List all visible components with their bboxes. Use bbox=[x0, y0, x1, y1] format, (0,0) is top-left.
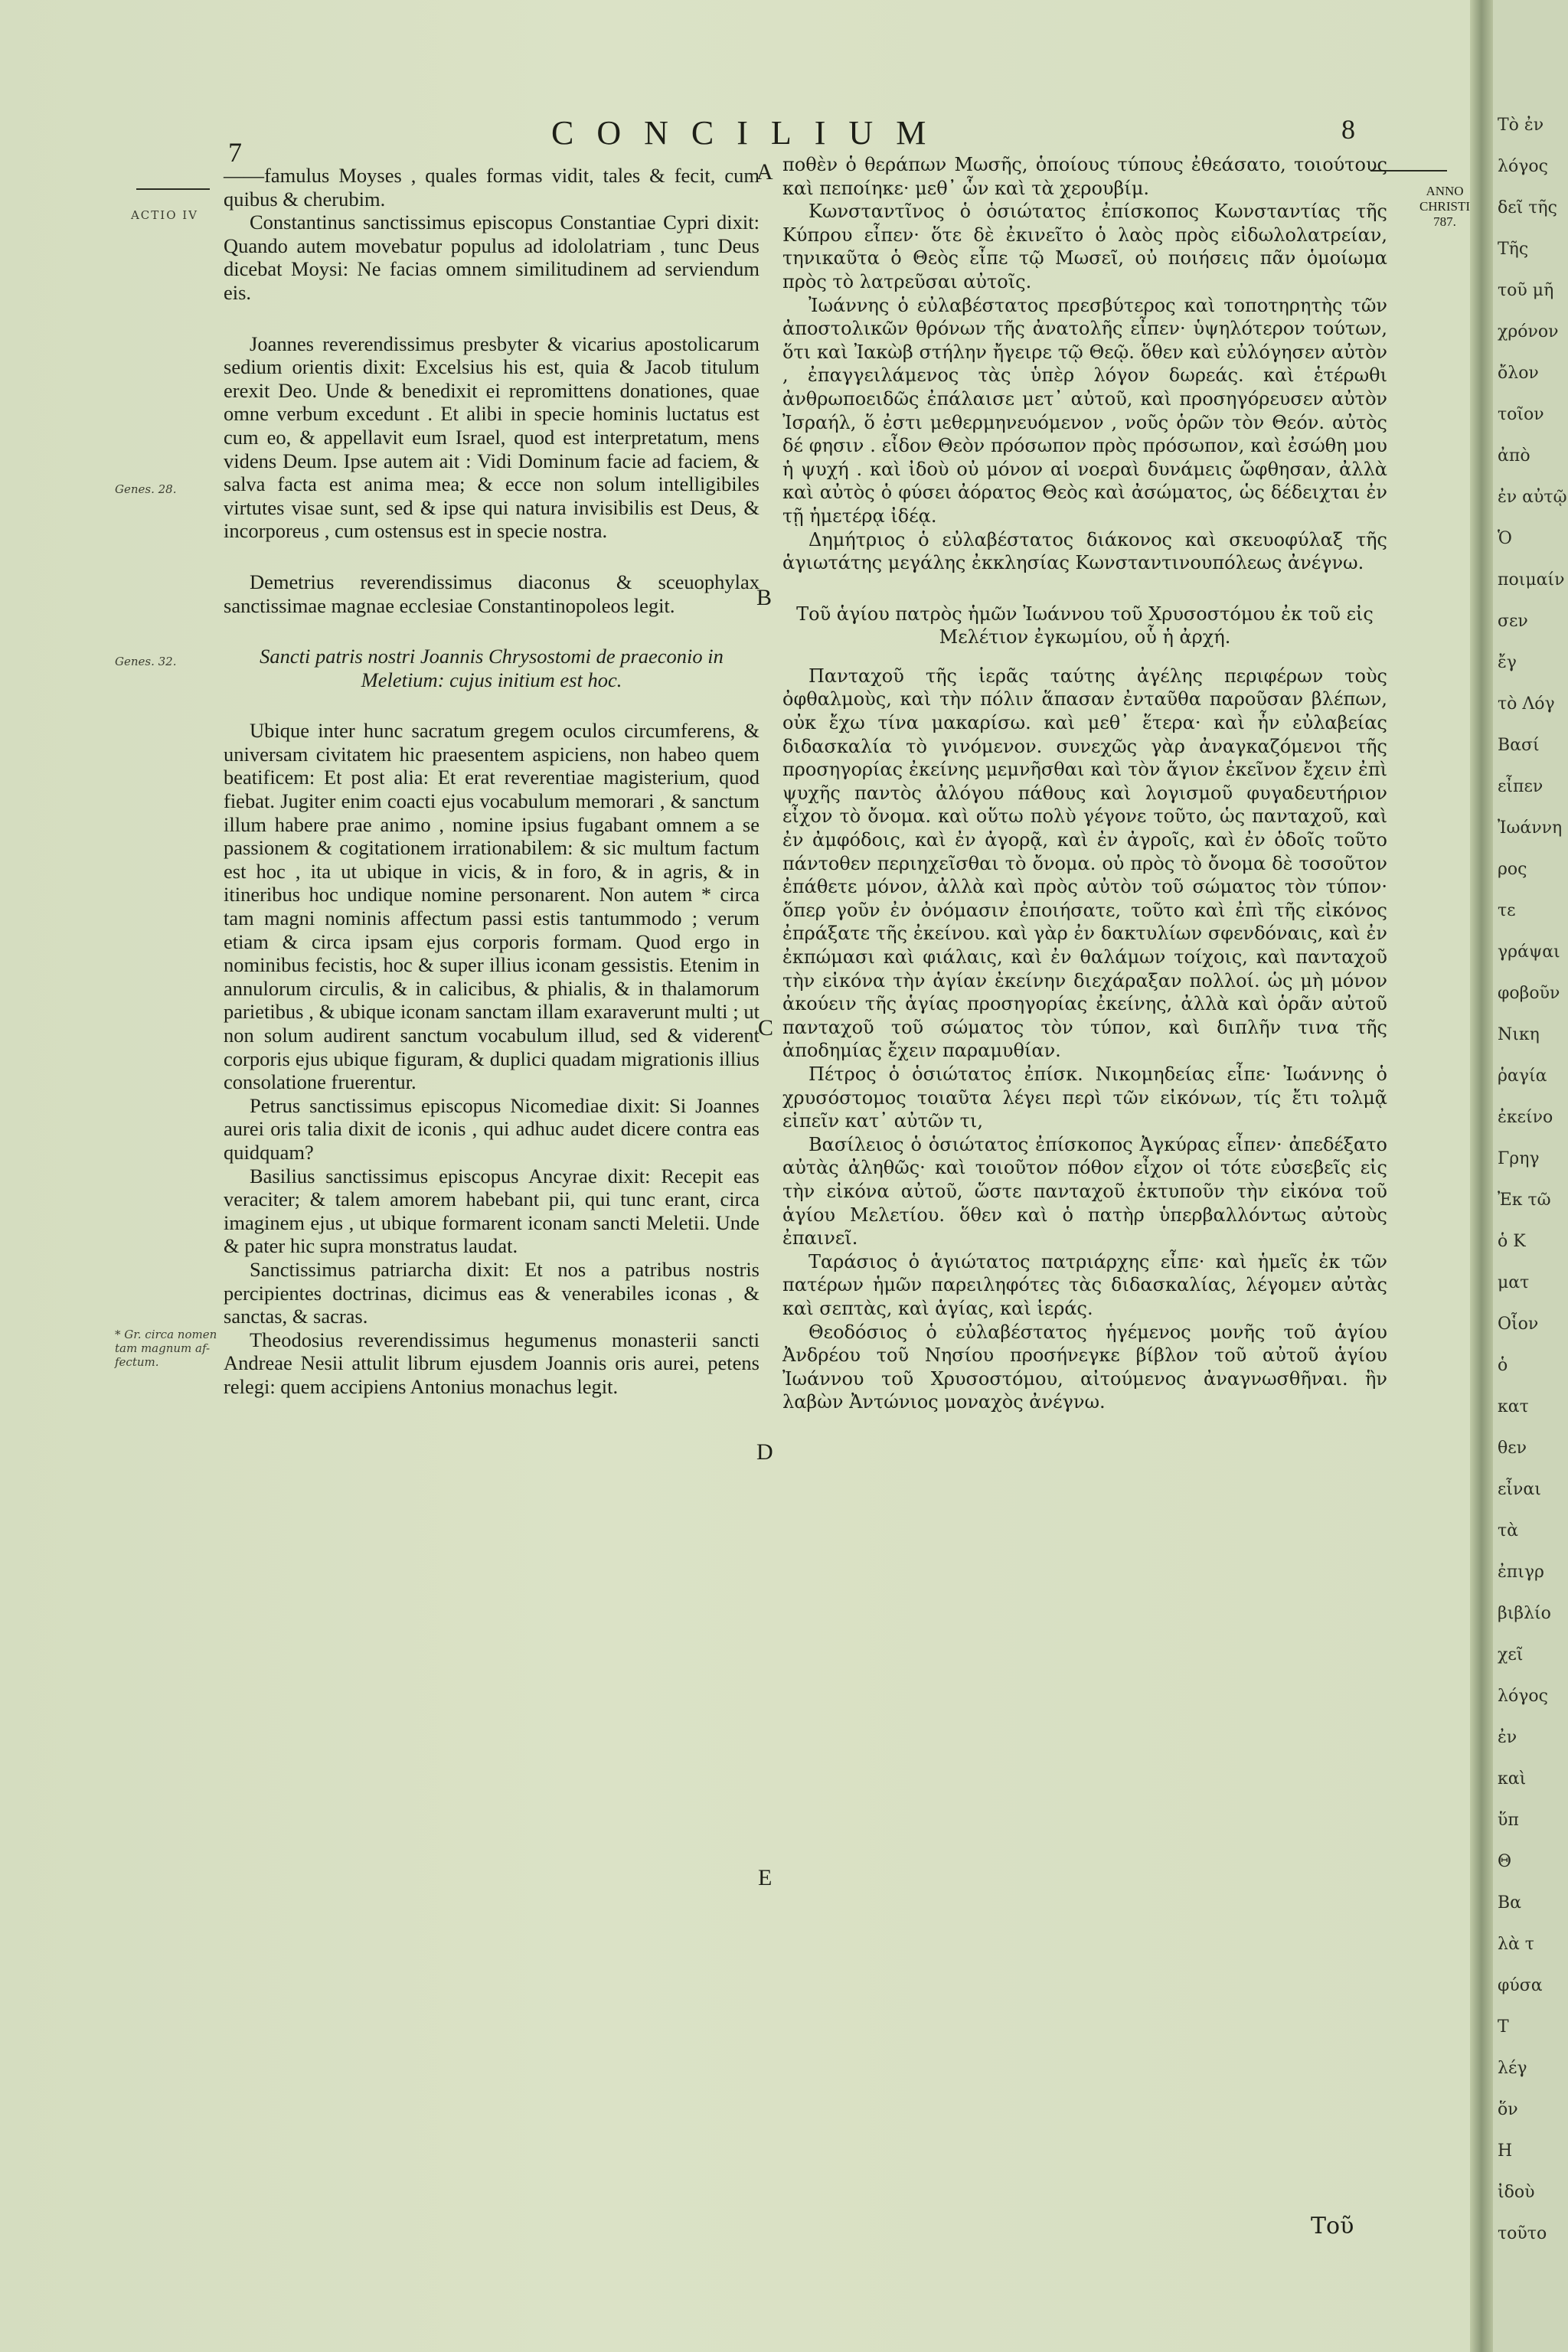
greek-paragraph-2: Κωνσταντῖνος ὁ ὁσιώτατος ἐπίσκοπος Κωνσταντίας τῆς Κύπρου εἶπεν· ὅτε δὲ ἐκινεῖτο ὁ λαὸς πρὸς εἰδωλολατρείαν, τηνικαῦτα ὁ Θεὸς εἶπε τῷ Μωσεῖ, οὐ ποιήσεις πᾶν ὁμοίωμα πρὸς τὸ λατρεῦσαι αὐτοῖς. bbox=[782, 201, 1387, 292]
next-page-fragment: φύσα bbox=[1498, 1976, 1543, 1995]
next-page-fragment: ῥαγία bbox=[1498, 1067, 1547, 1086]
next-page-fragment: γράψαι bbox=[1498, 942, 1560, 962]
next-page-fragment: Βα bbox=[1498, 1893, 1522, 1913]
next-page-fragment: καὶ bbox=[1498, 1769, 1527, 1788]
next-page-fragment: δεῖ τῆς bbox=[1498, 198, 1557, 217]
next-page-fragment: Βασί bbox=[1498, 736, 1540, 755]
running-title: CONCILIUM bbox=[551, 114, 949, 152]
section-letter-c: C bbox=[758, 1015, 774, 1040]
next-page-fragment: λόγος bbox=[1498, 1687, 1548, 1706]
latin-paragraph-7: Basilius sanctissimus episcopus Ancyrae dixit: Recepit eas veraciter; & talem amorem habebant pii, qui tunc erant, circa imaginem ejus , ut ubique formarent iconam sancti Meletii. Unde & pater hic supra monstratus laudat. bbox=[224, 1164, 760, 1258]
next-page-fragment: εἶναι bbox=[1498, 1480, 1541, 1499]
latin-column bbox=[224, 164, 760, 1399]
next-page-fragment: ρος bbox=[1498, 860, 1527, 879]
catchword: Τοῦ bbox=[1311, 2213, 1354, 2239]
next-page-fragment: Η bbox=[1498, 2141, 1513, 2161]
next-page-fragment: Ὁ bbox=[1498, 529, 1512, 548]
next-page-fragment: λόγος bbox=[1498, 157, 1548, 176]
section-letter-e: E bbox=[758, 1865, 773, 1890]
margin-actio: ACTIO IV bbox=[130, 208, 199, 222]
next-page-fragment: Ἐκ τῶ bbox=[1498, 1191, 1551, 1210]
latin-paragraph-2: Constantinus sanctissimus episcopus Constantiae Cypri dixit: Quando autem movebatur populus ad idololatriam , tunc Deus dicebat Moysi: Ne facias omnem similitudinem ad serviendum eis. bbox=[224, 211, 760, 304]
next-page-fragment: Ἰωάννη bbox=[1498, 818, 1563, 838]
latin-paragraph-4: Demetrius reverendissimus diaconus & sceuophylax sanctissimae magnae ecclesiae Constantinopoleos legit. bbox=[224, 570, 760, 617]
next-page-fragment: ἰδοὺ bbox=[1498, 2183, 1535, 2202]
next-page-fragment: Τῆς bbox=[1498, 240, 1529, 259]
greek-paragraph-6: Πέτρος ὁ ὁσιώτατος ἐπίσκ. Νικομηδείας εἶπε· Ἰωάννης ὁ χρυσόστομος τοιαῦτα λέγει περὶ τῶν εἰκόνων, τίς ἔτι τολμᾷ εἰπεῖν κατ᾽ αὐτῶν τι, bbox=[782, 1063, 1387, 1132]
greek-paragraph-9: Θεοδόσιος ὁ εὐλαβέστατος ἡγέμενος μονῆς τοῦ ἁγίου Ἀνδρέου τοῦ Νησίου προσήνεγκε βίβλον τοῦ αὐτοῦ ἁγίου Ἰωάννου τοῦ Χρυσοστόμου, αἰτούμενος ἀναγνωσθῆναι. ἣν λαβὼν Ἀντώνιος μοναχὸς ἀνέγνω. bbox=[782, 1321, 1387, 1413]
next-page-fragment: χρόνον bbox=[1498, 322, 1559, 341]
greek-section-heading: Τοῦ ἁγίου πατρὸς ἡμῶν Ἰωάννου τοῦ Χρυσοστόμου ἐκ τοῦ εἰς Μελέτιον ἐγκωμίου, οὗ ἡ ἀρχή. bbox=[796, 603, 1374, 648]
latin-paragraph-5: Ubique inter hunc sacratum gregem oculos circumferens, & universam civitatem hic praesentem aspiciens, non habeo quem beatificem: Et post alia: Et erat reverentiae magisterium, quod fiebat. Jugiter enim coacti ejus vocabulum memorari , & sanctum illum habere prae animo , nomine ipsius fugabant omnem a se passionem & cogitationem irrationabilem: & sic multum factum est hoc , ita ut ubique in vicis, & in foro, & in agris, & in itineribus hoc undique nomine personarent. Non autem * circa tam magni nominis affectum passi estis tantummodo ; verum etiam & circa ipsam ejus corporis formam. Quod ergo in nominibus fecistis, hoc & super illius iconam gessistis. Etenim in annulorum circulis, & in calicibus, & phialis, & in thalamorum parietibus , & ubique iconam sanctam illam exaraverunt multi ; ut non solum audirent sanctum vocabulum illud, sed & viderent corporis ejus ubique figuram, & duplici quadam migrationis illius consolatione fruerentur. bbox=[224, 719, 760, 1094]
greek-paragraph-8: Ταράσιος ὁ ἁγιώτατος πατριάρχης εἶπε· καὶ ἡμεῖς ἐκ τῶν πατέρων ἡμῶν παρειληφότες τὰς διδασκαλίας, λέγομεν αὐτὰς καὶ σεπτὰς, καὶ ἁγίας, καὶ ἱεράς. bbox=[782, 1250, 1387, 1319]
next-page-fragment: τὸ Λόγ bbox=[1498, 694, 1555, 714]
next-page-fragment: τοῦτο bbox=[1498, 2224, 1547, 2243]
next-page-fragment: εἶπεν bbox=[1498, 777, 1544, 796]
next-page-fragment: Οἷον bbox=[1498, 1315, 1539, 1334]
margin-anno-christi bbox=[1418, 184, 1472, 230]
margin-ref-genesis-32: Genes. 32. bbox=[115, 655, 177, 668]
latin-paragraph-1: ——famulus Moyses , quales formas vidit, tales & fecit, cum quibus & cherubim. bbox=[224, 164, 760, 211]
next-page-fragment: ἐν bbox=[1498, 1728, 1517, 1747]
next-page-fragment: ὅν bbox=[1498, 2100, 1518, 2119]
next-page-fragment: ἐν αὐτῷ bbox=[1498, 488, 1567, 507]
next-page-fragment: ματ bbox=[1498, 1273, 1530, 1292]
latin-paragraph-9: Theodosius reverendissimus hegumenus monasterii sancti Andreae Nesii attulit librum ejusdem Joannis oris aurei, petens relegi: quem accipiens Antonius monachus legit. bbox=[224, 1328, 760, 1398]
next-page-fragment: τοῦ μῆ bbox=[1498, 281, 1554, 300]
next-page-fragment: ἐπιγρ bbox=[1498, 1563, 1544, 1582]
next-page-fragment: Γρηγ bbox=[1498, 1149, 1540, 1168]
next-page-fragment: ὄλον bbox=[1498, 364, 1539, 383]
next-page-fragment: τὰ bbox=[1498, 1521, 1519, 1540]
next-page-fragment: ὁ bbox=[1498, 1356, 1508, 1375]
next-page-fragment: ὕπ bbox=[1498, 1811, 1519, 1830]
greek-paragraph-5: Πανταχοῦ τῆς ἱερᾶς ταύτης ἀγέλης περιφέρων τοὺς ὀφθαλμοὺς, καὶ τὴν πόλιν ἅπασαν ἐνταῦθα παροῦσαν βλέπων, οὐκ ἔχω τίνα μακαρίσω. καὶ μεθ᾽ ἕτερα· καὶ ἦν εὐλαβείας διδασκαλία τὸ γινόμενον. συνεχῶς γὰρ ἀναγκαζόμενοι τῆς προσηγορίας ἐκείνης μεμνῆσθαι καὶ τὸν ἅγιον ἐκεῖνον ἔχειν ἐπὶ ψυχῆς παντὸς ἀλόγου πάθους καὶ λογισμοῦ φυγαδευτήριον εἶχον τὸ ὄνομα. καὶ οὕτω πολὺ γέγονε τοῦτο, ὡς πανταχοῦ, καὶ ἐν ἀμφόδοις, καὶ ἐν ἀγορᾷ, καὶ ἐν ἀγροῖς, καὶ ἐν ὁδοῖς τοῦτο πάντοθεν περιηχεῖσθαι τὸ ὄνομα. οὐ πρὸς τὸ ὄνομα δὲ τοσοῦτον ἐπάθετε μόνον, ἀλλὰ καὶ πρὸς αὐτὸν τοῦ σώματος τὸν τύπον· ὅπερ γοῦν ἐν ὀνόμασιν ἐποιήσατε, τοῦτο καὶ ἐπὶ τῆς εἰκόνος ἐπράξατε τῆς ἐκείνου. καὶ γὰρ ἐν δακτυλίων σφενδόναις, καὶ ἐν ἐκπώμασι καὶ φιάλαις, καὶ ἐν θαλάμων τοίχοις, καὶ πανταχοῦ τὴν εἰκόνα τὴν ἁγίαν ἐκείνην διεχάραξαν πολλοί. ὡς μὴ μόνον ἀκούειν τῆς ἁγίας προσηγορίας ἐκείνης, ἀλλὰ καὶ ὁρᾶν αὐτοῦ πανταχοῦ τοῦ σώματος τὸν τύπον, καὶ διπλῆν τινα τῆς ἀποδημίας ἔχειν παραμυθίαν. bbox=[782, 665, 1387, 1062]
greek-paragraph-1: ποθὲν ὁ θεράπων Μωσῆς, ὁποίους τύπους ἐθεάσατο, τοιούτους καὶ πεποίηκε· μεθ᾽ ὧν καὶ τὰ χερουβίμ. bbox=[782, 154, 1387, 199]
next-page-fragment: Νικη bbox=[1498, 1025, 1540, 1044]
section-letter-b: B bbox=[756, 585, 773, 610]
section-letter-a: A bbox=[756, 159, 773, 185]
next-page-fragment: ἔγ bbox=[1498, 653, 1517, 672]
margin-footnote-greek: * Gr. circa nomen tam magnum af-fectum. bbox=[115, 1328, 217, 1369]
greek-column bbox=[782, 153, 1387, 1414]
next-page-fragment: σεν bbox=[1498, 612, 1528, 631]
page-number-left: 7 bbox=[228, 137, 242, 168]
next-page-fragment: χεῖ bbox=[1498, 1645, 1524, 1664]
margin-ref-genesis-28: Genes. 28. bbox=[115, 482, 177, 496]
next-page-fragment: ἀπὸ bbox=[1498, 446, 1530, 466]
next-page-fragment: φοβοῦν bbox=[1498, 984, 1560, 1003]
anno-year: 787. bbox=[1433, 214, 1456, 229]
next-page-fragment: ὁ Κ bbox=[1498, 1232, 1526, 1251]
greek-paragraph-3: Ἰωάννης ὁ εὐλαβέστατος πρεσβύτερος καὶ τοποτηρητὴς τῶν ἀποστολικῶν θρόνων τῆς ἀνατολῆς εἶπεν· ὑψηλότερον τούτων, ὅτι καὶ Ἰακὼβ στήλην ἤγειρε τῷ Θεῷ. ὅθεν καὶ εὐλόγησεν αὐτὸν , ἐπαγγειλάμενος τὰς ὑπὲρ λόγον δωρεάς. καὶ ἑτέρωθι ἀνθρωποειδῶς ἐπάλαισε μετ᾽ αὐτοῦ, καὶ προσηγόρευσεν αὐτὸν Ἰσραήλ, ὅ ἐστι μεθερμηνευόμενον , νοῦς ὁρῶν τὸν Θεόν. αὐτὸς δέ φησιν . εἶδον Θεὸν πρόσωπον πρὸς πρόσωπον, καὶ ἐσώθη μου ἡ ψυχή . καὶ ἰδοὺ οὐ μόνον αἱ νοεραὶ δυνάμεις ὤφθησαν, ἀλλὰ καὶ αὐτὸς ὁ φύσει ἀόρατος Θεὸς καὶ ἀσώματος, ὡς δέδειχται ἐν τῇ ἡμετέρᾳ ἰδέᾳ. bbox=[782, 294, 1387, 527]
next-page-fragment: Τὸ ἐν bbox=[1498, 116, 1544, 135]
latin-paragraph-8: Sanctissimus patriarcha dixit: Et nos a patribus nostris percipientes doctrinas, dicimus eas & venerabiles iconas , & sanctas, & sacras. bbox=[224, 1257, 760, 1328]
next-page-fragment: λὰ τ bbox=[1498, 1935, 1534, 1954]
anno-label: ANNO CHRISTI bbox=[1419, 184, 1471, 214]
page-number-right: 8 bbox=[1341, 114, 1355, 145]
next-page-fragment: ποιμαίν bbox=[1498, 570, 1565, 590]
latin-paragraph-3: Joannes reverendissimus presbyter & vicarius apostolicarum sedium orientis dixit: Excelsius his est, quia & Jacob titulum erexit Deo. Unde & benedixit ei repromittens donationes, quae omne verbum excedunt . Et alibi in specie hominis luctatus est cum eo, & appellavit eum Israel, quod est interpretatum, mens videns Deum. Ipse autem ait : Vidi Dominum facie ad faciem, & salva facta est anima mea; & ecce non solum intelligibiles virtutes visae sunt, sed & ipse qui natura invisibilis est Deus, & incorporeus , cum ostensus est in specie nostra. bbox=[224, 332, 760, 543]
latin-paragraph-6: Petrus sanctissimus episcopus Nicomediae dixit: Si Joannes aurei oris talia dixit de iconis , qui adhuc audet dicere contra eas quidquam? bbox=[224, 1093, 760, 1164]
next-page-fragment: ἐκείνο bbox=[1498, 1108, 1553, 1127]
next-page-edge bbox=[1493, 0, 1568, 2352]
book-gutter bbox=[1470, 0, 1493, 2352]
next-page-fragment: Τ bbox=[1498, 2017, 1509, 2037]
next-page-fragment: θεν bbox=[1498, 1439, 1527, 1458]
latin-section-heading: Sancti patris nostri Joannis Chrysostomi de praeconio in Meletium: cujus initium est hoc. bbox=[260, 645, 724, 691]
next-page-fragment: βιβλίο bbox=[1498, 1604, 1551, 1623]
greek-paragraph-7: Βασίλειος ὁ ὁσιώτατος ἐπίσκοπος Ἀγκύρας εἶπεν· ἀπεδέξατο αὐτὰς ἀληθῶς· καὶ τοιοῦτον πόθον εἶχον οἱ τότε εὐσεβεῖς εἰς τὴν εἰκόνα αὐτοῦ, ὥστε πανταχοῦ ἐκτυποῦν τὴν εἰκόνα τοῦ ἁγίου Μελετίου. ὅθεν καὶ ὁ πατὴρ ὑπερβαλλόντως αὐτοὺς ἐπαινεῖ. bbox=[782, 1133, 1387, 1250]
left-dash-rule bbox=[136, 188, 210, 190]
section-letter-d: D bbox=[756, 1439, 773, 1465]
next-page-fragment: τοῖον bbox=[1498, 405, 1544, 424]
next-page-fragment: Θ bbox=[1498, 1852, 1512, 1871]
greek-paragraph-4: Δημήτριος ὁ εὐλαβέστατος διάκονος καὶ σκευοφύλαξ τῆς ἁγιωτάτης μεγάλης ἐκκλησίας Κωνσταντινουπόλεως ἀνέγνω. bbox=[782, 528, 1387, 574]
next-page-fragment: τε bbox=[1498, 901, 1516, 920]
next-page-fragment: λέγ bbox=[1498, 2059, 1527, 2078]
next-page-fragment: κατ bbox=[1498, 1397, 1529, 1416]
